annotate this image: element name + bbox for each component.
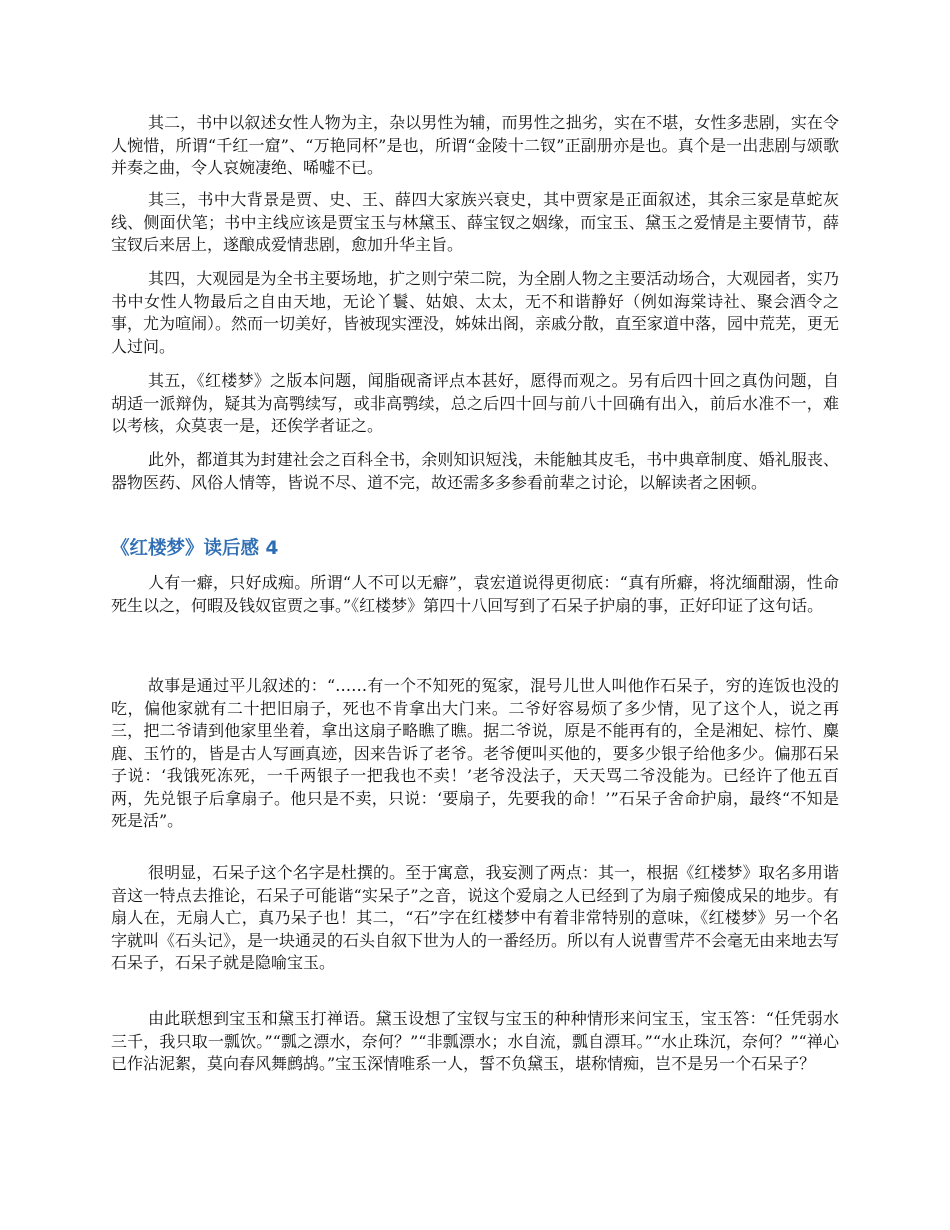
- paragraph-text: 其四，大观园是为全书主要场地，扩之则宁荣二院，为全剧人物之主要活动场合，大观园者，实乃书中女性人物最后之自由天地，无论丫鬟、姑娘、太太，无不和谐静好（例如海棠诗社、聚会酒令之事，尤为喧闹）。然而一切美好，皆被现实湮没，姊妹出阁，亲戚分散，直至家道中落，园中荒芜，更无人过问。: [111, 269, 840, 356]
- paragraph-text: 其五，《红楼梦》之版本问题，闻脂砚斋评点本甚好，愿得而观之。另有后四十回之真伪问题，自胡适一派辩伪，疑其为高鹗续写，或非高鹗续，总之后四十回与前八十回确有出入，前后水准不一，难以考核，众莫衷一是，还俟学者证之。: [111, 371, 839, 435]
- paragraph-text: 其二，书中以叙述女性人物为主，杂以男性为辅，而男性之拙劣，实在不堪，女性多悲剧，实在令人惋惜，所谓“千红一窟”、“万艳同杯”是也，所谓“金陵十二钗”正副册亦是也。真个是一出悲剧与颂歌并奏之曲，令人哀婉凄绝、唏嘘不已。: [111, 113, 839, 177]
- paragraph-text: 很明显，石呆子这个名字是杜撰的。至于寓意，我妄测了两点：其一，根据《红楼梦》取名多用谐音这一特点去推论，石呆子可能谐“实呆子”之音，说这个爱扇之人已经到了为扇子痴傻成呆的地步。有扇人在，无扇人亡，真乃呆子也！其二，“石”字在红楼梦中有着非常特别的意味，《红楼梦》另一个名字就叫《石头记》，是一块通灵的石头自叙下世为人的一番经历。所以有人说曹雪芹不会毫无由来地去写石呆子，石呆子就是隐喻宝玉。: [111, 863, 840, 972]
- paragraph-intro: [111, 572, 839, 617]
- paragraph-4: [111, 268, 839, 358]
- paragraph-text: 其三，书中大背景是贾、史、王、薛四大家族兴衰史，其中贾家是正面叙述，其余三家是草蛇灰线、侧面伏笔；书中主线应该是贾宝玉与林黛玉、薛宝钗之姻缘，而宝玉、黛玉之爱情是主要情节，薛宝钗后来居上，遂酿成爱情悲剧，愈加升华主旨。: [111, 190, 839, 254]
- paragraph-text: 由此联想到宝玉和黛玉打禅语。黛玉设想了宝钗与宝玉的种种情形来问宝玉，宝玉答：“任凭弱水三千，我只取一瓢饮。”“瓢之漂水，奈何？”“非瓢漂水；水自流，瓢自漂耳。”“水止珠沉，奈何？”“禅心已作沾泥絮，莫向春风舞鹧鸪。”宝玉深情唯系一人，誓不负黛玉，堪称情痴，岂不是另一个石呆子？: [111, 1009, 839, 1073]
- paragraph-2: [111, 112, 839, 180]
- paragraph-zen: [111, 1008, 839, 1076]
- paragraph-text: 人有一癖，只好成痴。所谓“人不可以无癖”，袁宏道说得更彻底：“真有所癖，将沈缅酣溺，性命死生以之，何暇及钱奴宦贾之事。”《红楼梦》第四十八回写到了石呆子护扇的事，正好印证了这句话。: [111, 573, 839, 615]
- paragraph-text: 此外，都道其为封建社会之百科全书，余则知识短浅，未能触其皮毛，书中典章制度、婚礼服丧、器物医药、风俗人情等，皆说不尽、道不完，故还需多多参看前辈之讨论，以解读者之困顿。: [111, 450, 839, 492]
- paragraph-text: 故事是通过平儿叙述的：“……有一个不知死的冤家，混号儿世人叫他作石呆子，穷的连饭也没的吃，偏他家就有二十把旧扇子，死也不肯拿出大门来。二爷好容易烦了多少情，见了这个人，说之再三，把二爷请到他家里坐着，拿出这扇子略瞧了瞧。据二爷说，原是不能再有的，全是湘妃、棕竹、麋鹿、玉竹的，皆是古人写画真迹，因来告诉了老爷。老爷便叫买他的，要多少银子给他多少。偏那石呆子说：‘我饿死冻死，一千两银子一把我也不卖！’老爷没法子，天天骂二爷没能为。已经许了他五百两，先兑银子后拿扇子。他只是不卖，只说：‘要扇子，先要我的命！’”石呆子舍命护扇，最终“不知是死是活”。: [111, 676, 839, 830]
- paragraph-extra: [111, 449, 839, 494]
- section-heading: 《红楼梦》读后感 4: [111, 538, 279, 559]
- paragraph-3: [111, 189, 839, 257]
- paragraph-analysis: [111, 862, 839, 975]
- paragraph-5: [111, 370, 839, 438]
- paragraph-story: [111, 675, 839, 833]
